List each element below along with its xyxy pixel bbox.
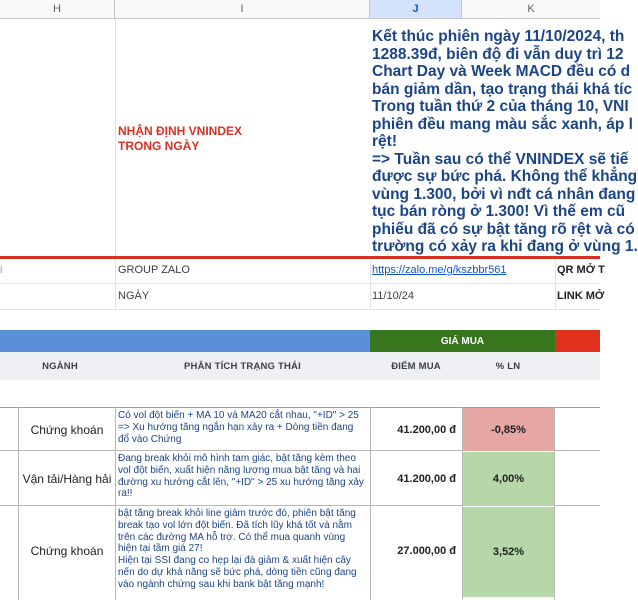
analysis-cell[interactable]	[116, 453, 370, 500]
pct-cell[interactable]: -0,85%	[463, 408, 554, 451]
group-zalo-link[interactable]: https://zalo.me/g/kszbbr561	[372, 264, 507, 276]
pct-cell[interactable]: 3,52%	[463, 507, 554, 597]
grid-line	[115, 260, 116, 310]
col-header-sector: NGÀNH	[42, 361, 78, 372]
analysis-line: vol đột biến, xuất hiện năng lượng mua bật tăng và hai	[118, 464, 361, 476]
analysis-line: => Xu hướng tăng ngắn hạn xảy ra + Dòng tiền đang	[118, 421, 354, 433]
analysis-line: Đang break khỏi mô hình tam giác, bật tăng kèm theo	[118, 453, 356, 464]
grid-line	[0, 283, 600, 284]
cropped-cell-text: i	[0, 264, 3, 276]
market-commentary[interactable]	[372, 28, 638, 256]
sector-cell[interactable]: Vận tải/Hàng hải	[22, 472, 112, 486]
commentary-line: trường có xảy ra khi đang ở vùng 1.	[372, 238, 638, 255]
grid-line	[0, 309, 600, 310]
analysis-line: bật tăng break khỏi line giảm trước đó, phiên bật tăng	[118, 508, 356, 519]
date-value[interactable]: 11/10/24	[372, 290, 415, 302]
sector-cell[interactable]: Chứng khoán	[30, 422, 104, 437]
column-header-i[interactable]	[115, 0, 370, 19]
buy-price-band-label: GIÁ MUA	[440, 335, 485, 347]
analysis-cell[interactable]	[116, 508, 370, 591]
analysis-line: trên các đường MA hỗ trợ. Có thể mua quanh vùng	[118, 531, 346, 543]
commentary-line: Trong tuần thứ 2 của tháng 10, VNI	[372, 98, 629, 115]
header-band-blue	[0, 330, 370, 352]
pct-cell[interactable]: 4,00%	[463, 452, 554, 506]
grid-line	[555, 260, 556, 310]
analysis-line: break tạo vol lớn đột biến. Đã tích lũy khá tốt và nằm	[118, 519, 352, 531]
open-link-label: LINK MỞ	[557, 290, 605, 302]
commentary-line: phiên đều mang màu sắc xanh, áp l	[372, 115, 633, 133]
commentary-line: 1288.39đ, biên độ đi vẫn duy trì 12	[372, 45, 624, 63]
column-header-j[interactable]	[370, 0, 462, 19]
analysis-line: đường xu hướng cắt lên, "+ID" > 25 xu hướng tăng xảy	[118, 476, 364, 488]
analysis-line: Có vol đột biến + MA 10 và MA20 cắt nhau, "+ID" > 25	[118, 410, 359, 421]
column-letter: J	[412, 3, 419, 15]
analysis-cell[interactable]	[116, 410, 370, 445]
col-header-analysis: PHÂN TÍCH TRẠNG THÁI	[184, 361, 301, 372]
commentary-line: vùng 1.300, bởi vì nđt cá nhân đang	[372, 185, 636, 203]
section-divider	[0, 256, 600, 259]
commentary-line: được sự bức phá. Không thể khẳng	[372, 168, 638, 185]
analysis-line: vào ngành chứng sau khi bank bật tăng mạnh!	[118, 578, 325, 590]
commentary-line: bán giảm dần, tạo trạng thái khá tíc	[372, 80, 633, 98]
date-label: NGÀY	[118, 290, 150, 302]
commentary-line: tục bán ròng ở 1.300! Vì thế em cũ	[372, 203, 626, 220]
analysis-line: đổ vào Chứng	[118, 433, 182, 445]
page-title: NHẬN ĐỊNH VNINDEX TRONG NGÀY	[118, 124, 243, 153]
analysis-line: hiện tại tầm giá 27!	[118, 543, 203, 555]
grid-line	[115, 19, 116, 256]
grid-line	[370, 260, 371, 310]
qr-label: QR MỞ T	[557, 264, 605, 276]
buy-price-band	[370, 330, 555, 352]
buy-point-cell[interactable]: 27.000,00 đ	[397, 545, 456, 557]
column-letter: I	[240, 3, 244, 15]
col-header-buy-point: ĐIỂM MUA	[391, 361, 441, 372]
column-letter: K	[527, 3, 535, 15]
column-letter: H	[53, 3, 61, 15]
commentary-line: => Tuần sau có thể VNINDEX sẽ tiế	[372, 150, 629, 168]
commentary-line: Kết thúc phiên ngày 11/10/2024, th	[372, 28, 625, 45]
buy-point-cell[interactable]: 41.200,00 đ	[397, 473, 456, 485]
col-header-pct: % LN	[495, 361, 521, 372]
column-header-h[interactable]	[0, 0, 115, 19]
header-band-red	[555, 330, 600, 352]
group-zalo-label: GROUP ZALO	[118, 264, 190, 276]
commentary-line: rệt!	[372, 133, 397, 150]
column-header-k[interactable]	[462, 0, 600, 19]
analysis-line: ra!!	[118, 488, 133, 500]
commentary-line: Chart Day và Week MACD đều có d	[372, 63, 631, 80]
commentary-line: phiếu đã có sự bật tăng rõ rệt và có	[372, 220, 635, 238]
buy-point-cell[interactable]: 41.200,00 đ	[397, 423, 456, 436]
analysis-line: nến do dự khả năng sẽ bức phá, dòng tiền cũng đang	[118, 566, 357, 578]
sector-cell[interactable]: Chứng khoán	[30, 544, 104, 558]
analysis-line: Hiện tại SSI đang co hẹp lại đà giảm & xuất hiện cây	[118, 555, 351, 567]
